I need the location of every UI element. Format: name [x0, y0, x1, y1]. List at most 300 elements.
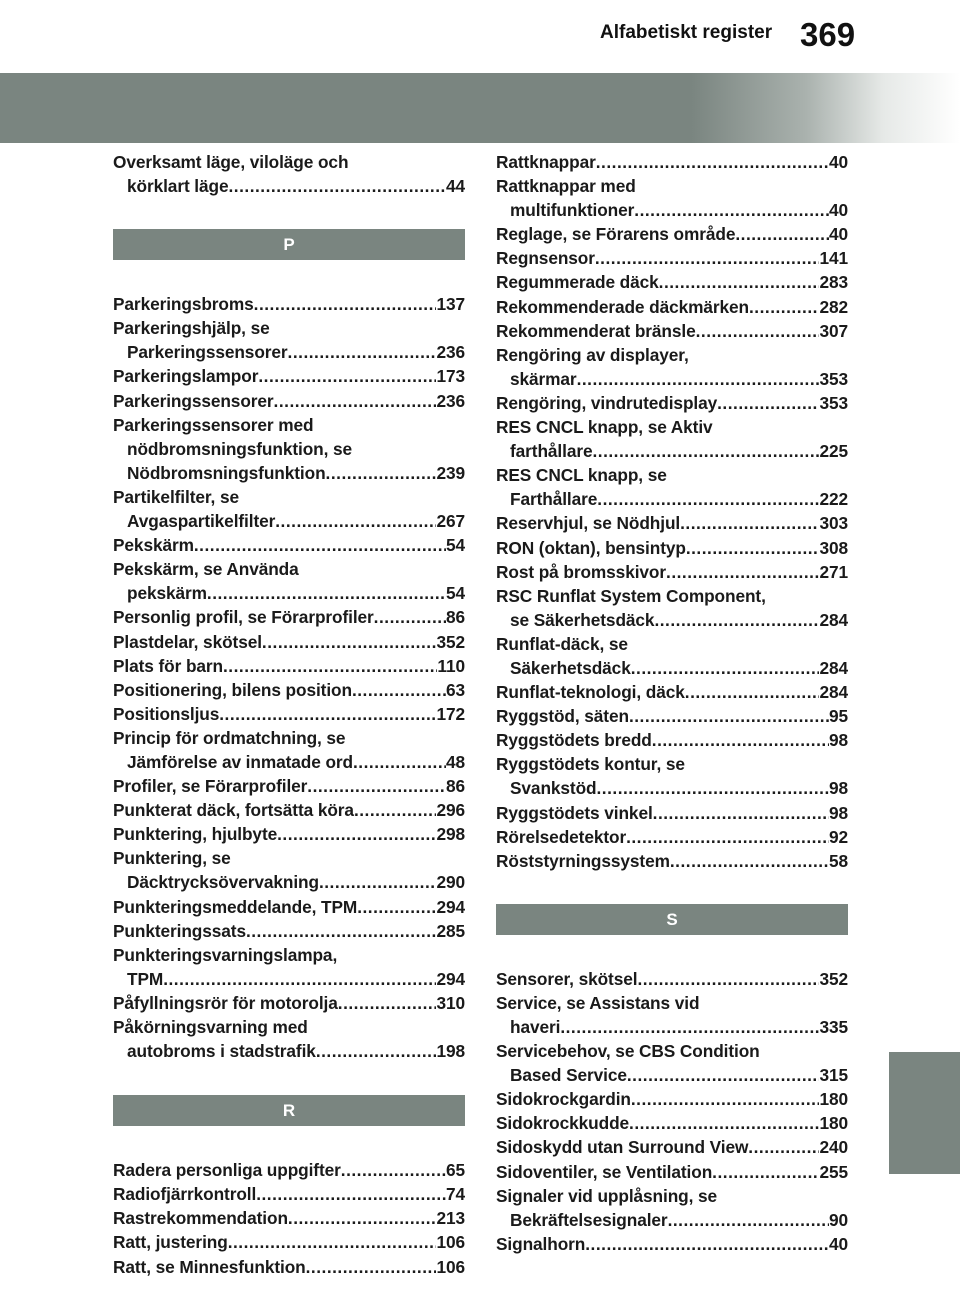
index-entry-text: Service, se Assistans vid [496, 992, 700, 1013]
index-entry-text: Punktering, se [113, 848, 231, 869]
dot-leader [354, 798, 437, 822]
index-entry-page: 180 [819, 1089, 848, 1110]
index-entry [496, 632, 848, 680]
dot-leader [597, 776, 829, 800]
index-entry-line [496, 656, 848, 680]
index-entry-term: Rekommenderat bränsle [496, 320, 696, 341]
index-entry-term: Parkeringsbroms [113, 294, 254, 315]
dot-leader [288, 340, 437, 364]
index-entry-page: 54 [445, 535, 465, 556]
index-entry-line [113, 533, 465, 557]
dot-leader [637, 967, 819, 991]
index-entry-term: Based Service [510, 1065, 627, 1086]
index-entry-line [113, 678, 465, 702]
index-entry-page: 255 [819, 1161, 848, 1182]
index-entry-term: Positionering, bilens position [113, 679, 352, 700]
index-entry-page: 296 [436, 800, 465, 821]
dot-leader [634, 198, 829, 222]
dot-leader [717, 391, 819, 415]
index-entry-text: Overksamt läge, viloläge och [113, 152, 349, 172]
index-entry-page: 98 [828, 730, 848, 751]
dot-leader [274, 389, 437, 413]
index-entry-page: 290 [436, 872, 465, 893]
index-entry [113, 1230, 465, 1254]
index-entry-page: 48 [445, 751, 465, 772]
dot-leader [712, 1160, 819, 1184]
index-entry [496, 849, 848, 873]
index-entry [113, 557, 465, 605]
index-entry [496, 560, 848, 584]
index-entry-term: skärmar [510, 368, 577, 389]
index-entry-page: 95 [828, 706, 848, 727]
index-entry-text: Pekskärm, se Använda [113, 559, 299, 580]
index-entry-page: 298 [436, 824, 465, 845]
index-entry [496, 584, 848, 632]
header-title: Alfabetiskt register [600, 22, 773, 43]
index-entry-line [113, 654, 465, 678]
index-entry-text: Signaler vid upplåsning, se [496, 1185, 718, 1206]
index-entry [113, 1206, 465, 1230]
index-entry-page: 74 [445, 1184, 465, 1205]
index-entry-text: Påkörningsvarning med [113, 1017, 308, 1037]
index-entry [113, 822, 465, 846]
index-entry-term: Punktering, hjulbyte [113, 824, 278, 845]
index-entry-page: 40 [828, 152, 848, 172]
index-entry [496, 1111, 848, 1135]
index-entry-line [113, 822, 465, 846]
index-entry-term: RON (oktan), bensintyp [496, 537, 686, 558]
dot-leader [654, 608, 819, 632]
index-entry-text: Princip för ordmatchning, se [113, 727, 346, 748]
index-entry [113, 1015, 465, 1063]
index-entry-line [113, 895, 465, 919]
index-entry-line [496, 608, 848, 632]
index-entry-text: RSC Runflat System Component, [496, 585, 766, 606]
index-entry-term: Bekräftelsesignaler [510, 1209, 668, 1230]
index-entry-line [496, 1232, 848, 1256]
index-entry-term: Ryggstödets bredd [496, 730, 652, 751]
index-entry [496, 801, 848, 825]
dot-leader [288, 1206, 437, 1230]
dot-leader [246, 919, 437, 943]
index-entry-page: 58 [828, 850, 848, 871]
index-entry-line [113, 967, 465, 991]
chapter-tab [889, 1052, 960, 1174]
index-entry-page: 65 [445, 1160, 465, 1181]
index-entry [496, 752, 848, 800]
index-entry-term: Sidoventiler, se Ventilation [496, 1161, 713, 1182]
index-entry [113, 389, 465, 413]
index-entry [113, 630, 465, 654]
index-entry-text: Punkteringsvarningslampa, [113, 944, 338, 965]
index-entry-line [496, 391, 848, 415]
index-entry-term: Reglage, se Förarens område [496, 224, 736, 245]
dot-leader [597, 487, 819, 511]
index-entry-line [496, 319, 848, 343]
section-heading-s: S [496, 904, 848, 935]
index-entry [113, 943, 465, 991]
index-entry-term: TPM [127, 968, 164, 989]
dot-leader [338, 991, 437, 1015]
dot-leader [631, 656, 820, 680]
index-entry-line [113, 1206, 465, 1230]
index-entry-term: Farthållare [510, 489, 598, 510]
index-entry-text: Parkeringssensorer med [113, 414, 314, 435]
index-entry [496, 1232, 848, 1256]
index-entry-page: 283 [819, 272, 848, 293]
dot-leader [307, 774, 446, 798]
index-entry-page: 315 [819, 1065, 848, 1086]
dot-leader [163, 967, 436, 991]
index-entry-term: Reservhjul, se Nödhjul [496, 513, 681, 534]
index-group-r-continued [496, 150, 848, 873]
index-entry-term: Parkeringssensorer [127, 342, 288, 363]
index-entry [113, 654, 465, 678]
dot-leader [666, 560, 819, 584]
index-entry [113, 364, 465, 388]
index-entry [496, 150, 848, 174]
index-entry-page: 92 [828, 826, 848, 847]
index-entry [113, 292, 465, 316]
index-entry-page: 137 [436, 294, 465, 315]
dot-leader [326, 461, 437, 485]
index-entry-term: Jämförelse av inmatade ord [127, 751, 353, 772]
index-entry-line [496, 487, 848, 511]
index-entry [113, 150, 465, 198]
index-entry [496, 319, 848, 343]
section-heading-p: P [113, 229, 465, 260]
index-entry-line [496, 270, 848, 294]
index-entry-term: haveri [510, 1017, 561, 1037]
index-entry-page: 303 [819, 513, 848, 534]
index-entry-page: 294 [436, 896, 465, 917]
index-entry [496, 536, 848, 560]
index-entry-term: Rastrekommendation [113, 1208, 288, 1229]
index-entry-term: Rengöring, vindrutedisplay [496, 392, 718, 413]
index-entry-term: Signalhorn [496, 1233, 586, 1254]
index-entry-page: 284 [819, 682, 848, 703]
index-entry [113, 533, 465, 557]
index-entry-page: 86 [445, 776, 465, 797]
index-entry-term: Nödbromsningsfunktion [127, 462, 326, 483]
index-entry-line [113, 1255, 465, 1279]
index-entry-page: 240 [819, 1137, 848, 1158]
index-entry-term: Radiofjärrkontroll [113, 1184, 257, 1205]
index-entry-text: Partikelfilter, se [113, 486, 239, 507]
dot-leader [629, 1111, 819, 1135]
index-entry-term: Sensorer, skötsel [496, 968, 638, 989]
index-entry [113, 678, 465, 702]
index-entry [113, 846, 465, 894]
index-entry [496, 415, 848, 463]
dot-leader [262, 630, 437, 654]
dot-leader [357, 895, 436, 919]
index-group-s [496, 967, 848, 1256]
dot-leader [670, 849, 829, 873]
index-entry-page: 335 [819, 1017, 848, 1037]
index-entry-text: Parkeringshjälp, se [113, 318, 270, 339]
index-entry-line [496, 825, 848, 849]
index-entry-page: 284 [819, 657, 848, 678]
index-entry [113, 413, 465, 485]
dot-leader [680, 511, 819, 535]
index-entry-line [113, 174, 465, 198]
index-entry-page: 141 [819, 248, 848, 269]
index-entry-page: 198 [436, 1041, 465, 1062]
page-header [0, 0, 960, 62]
index-entry-term: Punkterat däck, fortsätta köra [113, 800, 354, 821]
index-entry-page: 236 [436, 342, 465, 363]
index-entry [496, 704, 848, 728]
index-entry [496, 728, 848, 752]
index-column-left [113, 150, 465, 1279]
index-entry [496, 246, 848, 270]
index-entry-line [496, 1063, 848, 1087]
index-entry [496, 825, 848, 849]
section-heading-r: R [113, 1095, 465, 1126]
index-entry-page: 236 [436, 390, 465, 411]
index-entry [113, 726, 465, 774]
index-entry [496, 680, 848, 704]
index-entry [496, 270, 848, 294]
index-entry-line [496, 295, 848, 319]
index-entry-page: 353 [819, 368, 848, 389]
index-entry [496, 174, 848, 222]
dot-leader [306, 1255, 437, 1279]
index-entry-line [113, 991, 465, 1015]
dot-leader [631, 1087, 820, 1111]
index-entry-term: Pekskärm [113, 535, 194, 556]
index-entry [496, 343, 848, 391]
dot-leader [219, 702, 436, 726]
index-entry-line [113, 364, 465, 388]
dot-leader [585, 1232, 829, 1256]
dot-leader [258, 364, 436, 388]
dot-leader [685, 680, 820, 704]
index-entry-term: Ryggstödets vinkel [496, 802, 653, 823]
dot-leader [228, 1230, 437, 1254]
index-entry-line [496, 728, 848, 752]
dot-leader [353, 750, 446, 774]
dot-leader [194, 533, 446, 557]
index-entry-line [496, 536, 848, 560]
index-entry [113, 991, 465, 1015]
dot-leader [319, 870, 437, 894]
index-entry-page: 40 [828, 224, 848, 245]
index-entry-line [113, 750, 465, 774]
index-entry-text: Rattknappar med [496, 176, 636, 197]
index-entry-term: Rörelsedetektor [496, 826, 627, 847]
index-entry [496, 1184, 848, 1232]
index-entry-term: Ryggstöd, säten [496, 706, 629, 727]
index-entry-line [113, 461, 465, 485]
index-entry-line [496, 801, 848, 825]
index-entry-page: 353 [819, 392, 848, 413]
index-group-o [113, 150, 465, 198]
index-entry-term: Parkeringssensorer [113, 390, 274, 411]
index-entry-line [496, 1160, 848, 1184]
index-entry-page: 106 [436, 1256, 465, 1277]
index-entry-term: Avgaspartikelfilter [127, 511, 276, 532]
dot-leader [627, 1063, 820, 1087]
index-entry [113, 316, 465, 364]
index-group-r [113, 1158, 465, 1278]
index-entry [496, 511, 848, 535]
index-entry-page: 307 [819, 320, 848, 341]
index-entry [496, 295, 848, 319]
index-entry-term: multifunktioner [510, 200, 635, 221]
index-entry-line [496, 680, 848, 704]
index-entry-line [496, 776, 848, 800]
index-entry [496, 1087, 848, 1111]
index-entry-text: Ryggstödets kontur, se [496, 754, 685, 775]
dot-leader [696, 319, 820, 343]
index-entry-line [496, 967, 848, 991]
index-entry-page: 239 [436, 462, 465, 483]
index-entry-term: Profiler, se Förarprofiler [113, 776, 308, 797]
index-entry-term: Ratt, se Minnesfunktion [113, 1256, 306, 1277]
dot-leader [352, 678, 446, 702]
index-entry-line [496, 222, 848, 246]
index-entry-line [113, 605, 465, 629]
index-entry-line [113, 292, 465, 316]
index-entry [496, 991, 848, 1039]
header-band [0, 73, 960, 143]
index-entry-page: 54 [445, 583, 465, 604]
index-entry-line [113, 581, 465, 605]
index-entry-page: 271 [819, 561, 848, 582]
index-entry-term: Regummerade däck [496, 272, 659, 293]
index-entry-text: nödbromsningsfunktion, se [127, 438, 353, 459]
dot-leader [629, 704, 829, 728]
index-group-p [113, 292, 465, 1063]
index-entry [113, 702, 465, 726]
index-entry-text: Rengöring av displayer, [496, 344, 689, 365]
dot-leader [626, 825, 829, 849]
index-entry [496, 1039, 848, 1087]
index-entry-line [496, 704, 848, 728]
dot-leader [668, 1208, 829, 1232]
index-entry [496, 222, 848, 246]
index-entry-line [113, 774, 465, 798]
index-entry-page: 225 [819, 441, 848, 462]
index-entry-term: farthållare [510, 441, 593, 462]
index-entry-page: 44 [445, 176, 465, 197]
index-entry-line [113, 702, 465, 726]
index-entry-page: 310 [436, 992, 465, 1013]
index-entry-term: Sidokrockgardin [496, 1089, 631, 1110]
index-entry-line [496, 1015, 848, 1039]
index-entry-page: 98 [828, 802, 848, 823]
dot-leader [254, 292, 437, 316]
dot-leader [316, 1039, 437, 1063]
dot-leader [228, 174, 445, 198]
dot-leader [277, 822, 436, 846]
index-entry-term: Säkerhetsdäck [510, 657, 631, 678]
index-entry-page: 308 [819, 537, 848, 558]
index-entry-line [113, 509, 465, 533]
dot-leader [596, 150, 829, 174]
index-entry [113, 1182, 465, 1206]
index-entry-term: Personlig profil, se Förarprofiler [113, 607, 374, 628]
dot-leader [652, 728, 829, 752]
index-entry-term: körklart läge [127, 176, 229, 197]
dot-leader [748, 1135, 819, 1159]
index-entry-line [113, 1182, 465, 1206]
index-entry-term: Röststyrningssystem [496, 850, 670, 871]
index-entry-term: Plastdelar, skötsel [113, 631, 262, 652]
index-entry [113, 919, 465, 943]
index-entry-page: 282 [819, 296, 848, 317]
index-entry-term: Rost på bromsskivor [496, 561, 667, 582]
index-entry [113, 1255, 465, 1279]
index-entry-text: RES CNCL knapp, se [496, 465, 667, 486]
index-entry [496, 967, 848, 991]
index-entry-page: 40 [828, 200, 848, 221]
index-entry-text: Runflat-däck, se [496, 633, 628, 654]
index-entry-line [113, 1230, 465, 1254]
index-entry-line [496, 849, 848, 873]
index-entry [113, 1158, 465, 1182]
index-entry-page: 90 [828, 1209, 848, 1230]
dot-leader [207, 581, 446, 605]
index-entry-line [113, 798, 465, 822]
index-entry-page: 173 [436, 366, 465, 387]
index-entry-line [496, 1208, 848, 1232]
index-entry [496, 463, 848, 511]
index-entry-line [496, 1111, 848, 1135]
index-entry-term: autobroms i stadstrafik [127, 1041, 316, 1062]
index-entry-text: Servicebehov, se CBS Condition [496, 1041, 760, 1062]
dot-leader [560, 1015, 819, 1039]
index-entry-term: se Säkerhetsdäck [510, 609, 655, 630]
dot-leader [653, 801, 829, 825]
index-entry [113, 798, 465, 822]
index-entry-line [496, 439, 848, 463]
index-entry-text: RES CNCL knapp, se Aktiv [496, 417, 713, 438]
index-column-right [496, 150, 848, 1256]
index-entry-page: 110 [437, 655, 465, 676]
index-entry-term: Rattknappar [496, 152, 596, 172]
index-entry [496, 1135, 848, 1159]
index-entry-term: Svankstöd [510, 778, 597, 799]
index-entry-term: Punkteringssats [113, 920, 246, 941]
index-entry-line [496, 198, 848, 222]
index-entry-page: 98 [828, 778, 848, 799]
index-entry-page: 106 [436, 1232, 465, 1253]
index-entry-page: 40 [828, 1233, 848, 1254]
index-entry-page: 222 [819, 489, 848, 510]
dot-leader [595, 246, 820, 270]
index-entry-line [496, 560, 848, 584]
index-entry [496, 391, 848, 415]
index-entry-line [113, 1039, 465, 1063]
index-entry-term: Påfyllningsrör för motorolja [113, 992, 338, 1013]
dot-leader [256, 1182, 446, 1206]
index-entry-page: 284 [819, 609, 848, 630]
dot-leader [735, 222, 829, 246]
dot-leader [592, 439, 819, 463]
index-entry-line [496, 367, 848, 391]
page-number: 369 [800, 16, 856, 53]
index-entry-term: Runflat-teknologi, däck [496, 682, 685, 703]
dot-leader [275, 509, 436, 533]
index-entry-term: Positionsljus [113, 703, 220, 724]
index-entry [113, 895, 465, 919]
index-entry-line [113, 870, 465, 894]
dot-leader [374, 605, 446, 629]
index-entry-page: 352 [819, 968, 848, 989]
